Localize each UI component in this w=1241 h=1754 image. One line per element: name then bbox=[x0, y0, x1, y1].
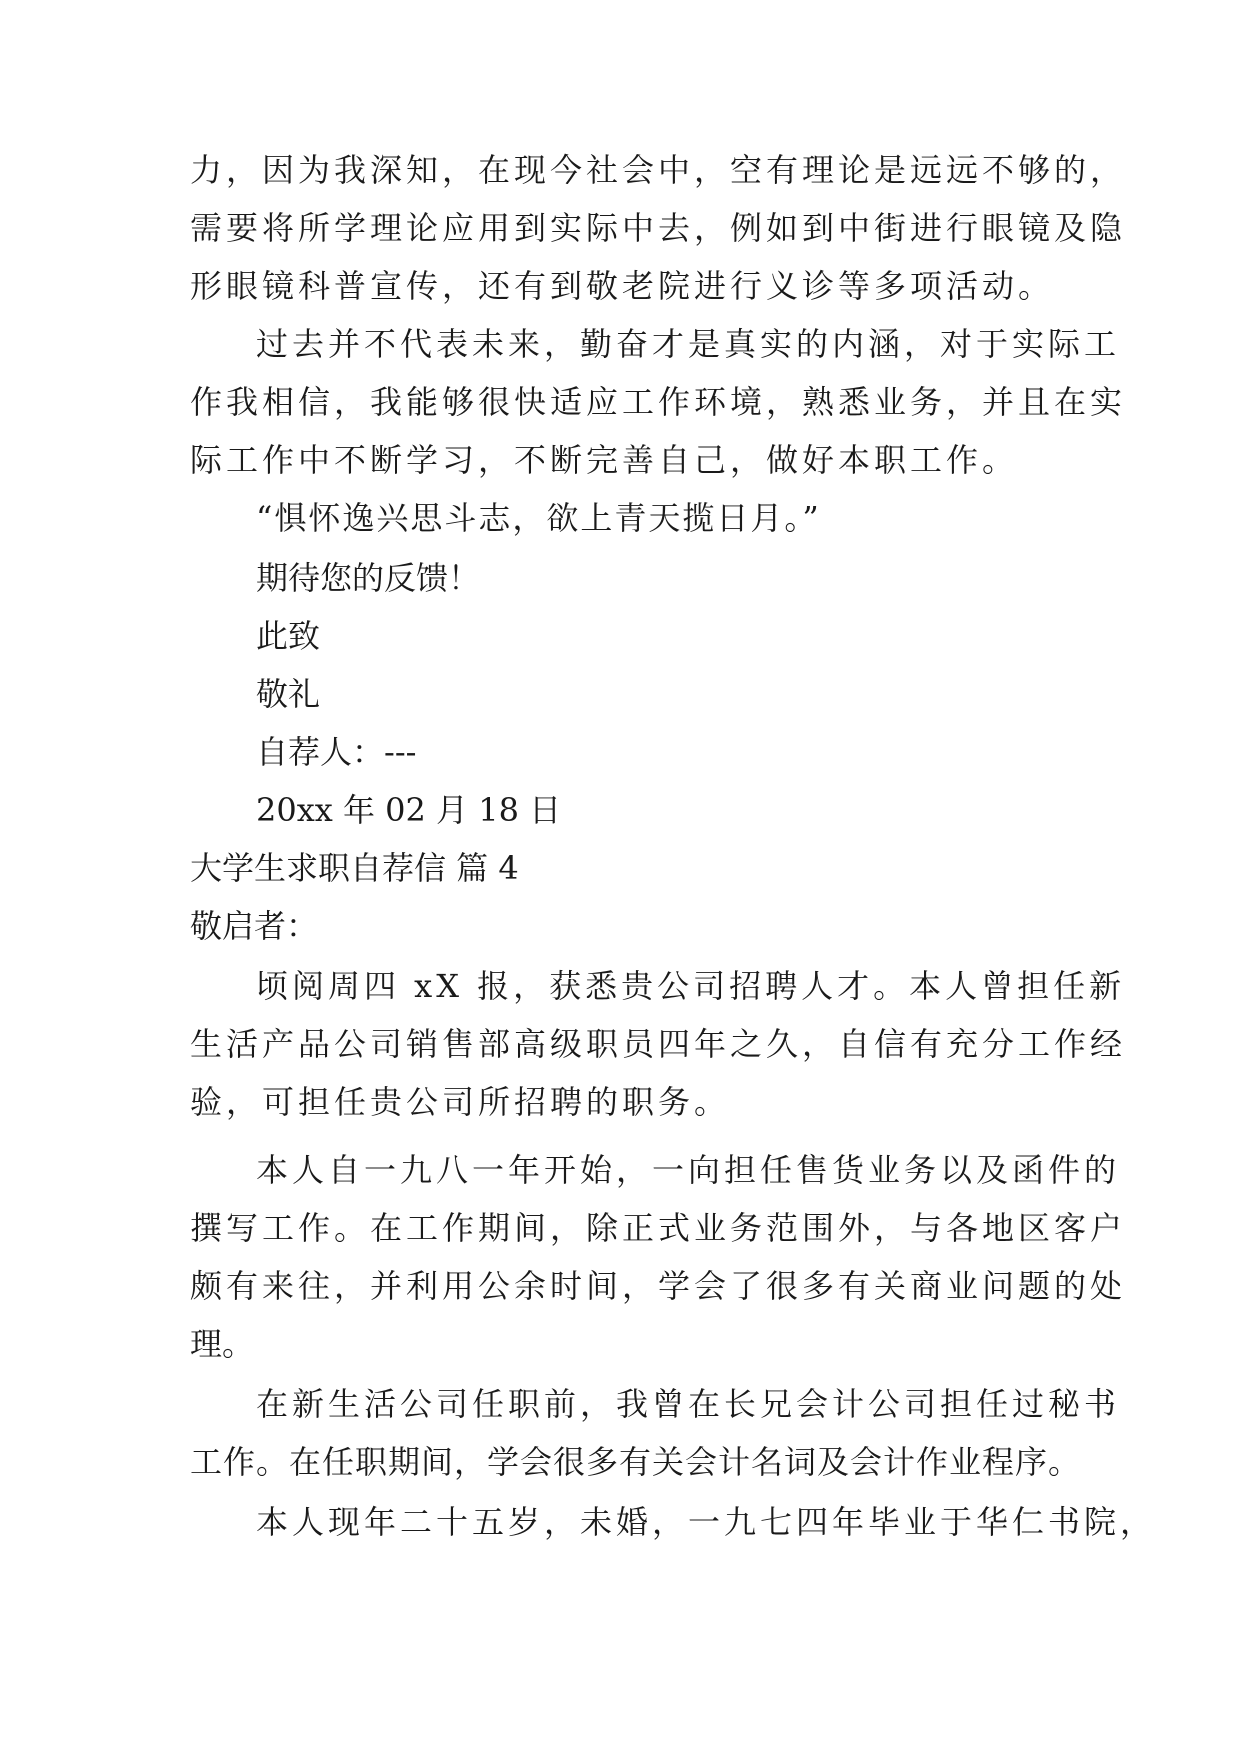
paragraph-line: 工作。在任职期间，学会很多有关会计名词及会计作业程序。 bbox=[190, 1443, 1082, 1481]
salutation-line: 此致 bbox=[256, 617, 321, 655]
paragraph-line: 颇有来往，并利用公余时间，学会了很多有关商业问题的处 bbox=[190, 1267, 1127, 1305]
date-line: 20xx 年 02 月 18 日 bbox=[256, 791, 562, 829]
paragraph-line: 形眼镜科普宣传，还有到敬老院进行义诊等多项活动。 bbox=[190, 267, 1055, 305]
paragraph-line: 顷阅周四 xX 报，获悉贵公司招聘人才。本人曾担任新 bbox=[256, 967, 1126, 1005]
signature-line: 自荐人：--- bbox=[256, 733, 417, 771]
salutation-line: 敬礼 bbox=[256, 675, 321, 713]
paragraph-line: 需要将所学理论应用到实际中去，例如到中街进行眼镜及隐 bbox=[190, 209, 1127, 247]
closing-line: 期待您的反馈！ bbox=[256, 559, 481, 597]
greeting-line: 敬启者： bbox=[190, 907, 319, 945]
paragraph-line: 际工作中不断学习，不断完善自己，做好本职工作。 bbox=[190, 441, 1019, 479]
paragraph-line: 本人现年二十五岁，未婚，一九七四年毕业于华仁书院， bbox=[256, 1503, 1157, 1541]
paragraph-line: 生活产品公司销售部高级职员四年之久，自信有充分工作经 bbox=[190, 1025, 1127, 1063]
paragraph-line: 在新生活公司任职前，我曾在长兄会计公司担任过秘书 bbox=[256, 1385, 1121, 1423]
paragraph-line: 力，因为我深知，在现今社会中，空有理论是远远不够的， bbox=[190, 151, 1127, 189]
paragraph-line: 理。 bbox=[190, 1325, 255, 1363]
paragraph-line: 作我相信，我能够很快适应工作环境，熟悉业务，并且在实 bbox=[190, 383, 1127, 421]
paragraph-line: 本人自一九八一年开始，一向担任售货业务以及函件的 bbox=[256, 1151, 1121, 1189]
quote-line: “惧怀逸兴思斗志，欲上青天揽日月。” bbox=[256, 499, 821, 537]
paragraph-line: 验，可担任贵公司所招聘的职务。 bbox=[190, 1083, 731, 1121]
paragraph-line: 过去并不代表未来，勤奋才是真实的内涵，对于实际工 bbox=[256, 325, 1121, 363]
section-heading: 大学生求职自荐信 篇 4 bbox=[190, 849, 519, 887]
paragraph-line: 撰写工作。在工作期间，除正式业务范围外，与各地区客户 bbox=[190, 1209, 1127, 1247]
